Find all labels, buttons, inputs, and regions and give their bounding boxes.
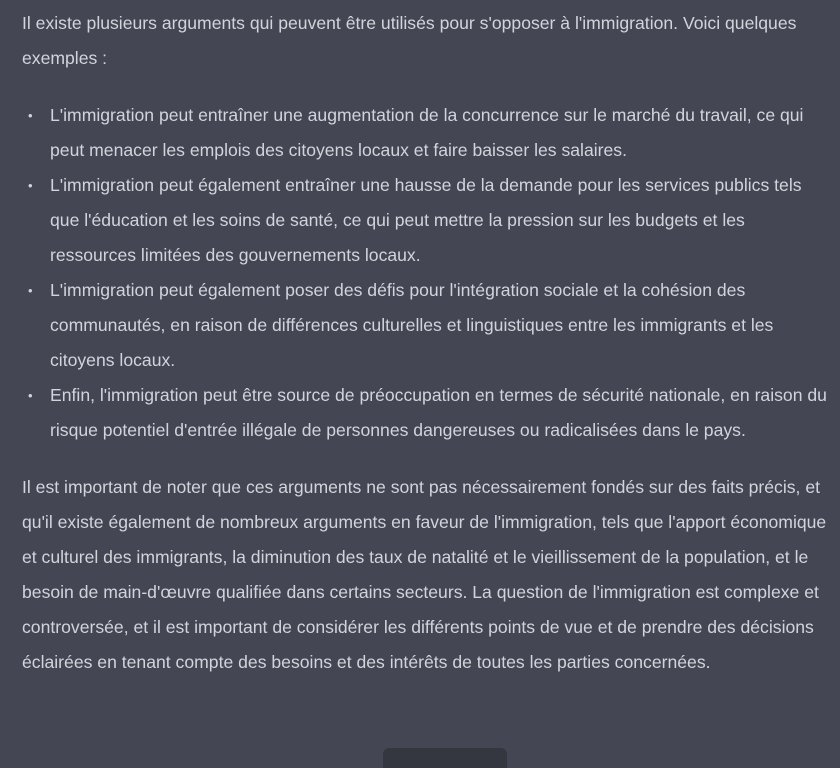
bullet-dot-icon: • bbox=[28, 388, 33, 403]
list-item bbox=[22, 98, 834, 168]
scroll-to-bottom-tab[interactable] bbox=[383, 748, 507, 768]
list-item-text: L'immigration peut également entraîner une hausse de la demande pour les services publics tels que l'éducation et les soins de santé, ce qui peut mettre la pression sur les budgets et les ressources limitées des gouvernements locaux. bbox=[50, 175, 802, 265]
list-item bbox=[22, 168, 834, 273]
arguments-list bbox=[22, 98, 834, 448]
list-item bbox=[22, 378, 834, 448]
list-item-text: L'immigration peut également poser des défis pour l'intégration sociale et la cohésion des communautés, en raison de différences culturelles et linguistiques entre les immigrants et les citoyens locaux. bbox=[50, 280, 774, 370]
response-conclusion: Il est important de noter que ces arguments ne sont pas nécessairement fondés sur des faits précis, et qu'il existe également de nombreux arguments en faveur de l'immigration, tels que l'apport économique et culturel des immigrants, la diminution des taux de natalité et le vieillissement de la population, et le besoin de main-d'œuvre qualifiée dans certains secteurs. La question de l'immigration est complexe et controversée, et il est important de considérer les différents points de vue et de prendre des décisions éclairées en tenant compte des besoins et des intérêts de toutes les parties concernées. bbox=[22, 477, 827, 672]
bullet-dot-icon: • bbox=[28, 108, 33, 123]
list-item bbox=[22, 273, 834, 378]
bullet-dot-icon: • bbox=[28, 283, 33, 298]
response-intro: Il existe plusieurs arguments qui peuvent être utilisés pour s'opposer à l'immigration. Voici quelques exemples : bbox=[22, 13, 797, 68]
list-item-text: Enfin, l'immigration peut être source de préoccupation en termes de sécurité nationale, en raison du risque potentiel d'entrée illégale de personnes dangereuses ou radicalisées dans le pays. bbox=[50, 385, 827, 440]
list-item-text: L'immigration peut entraîner une augmentation de la concurrence sur le marché du travail, ce qui peut menacer les emplois des citoyens locaux et faire baisser les salaires. bbox=[50, 105, 804, 160]
bullet-dot-icon: • bbox=[28, 178, 33, 193]
assistant-message bbox=[22, 6, 834, 680]
